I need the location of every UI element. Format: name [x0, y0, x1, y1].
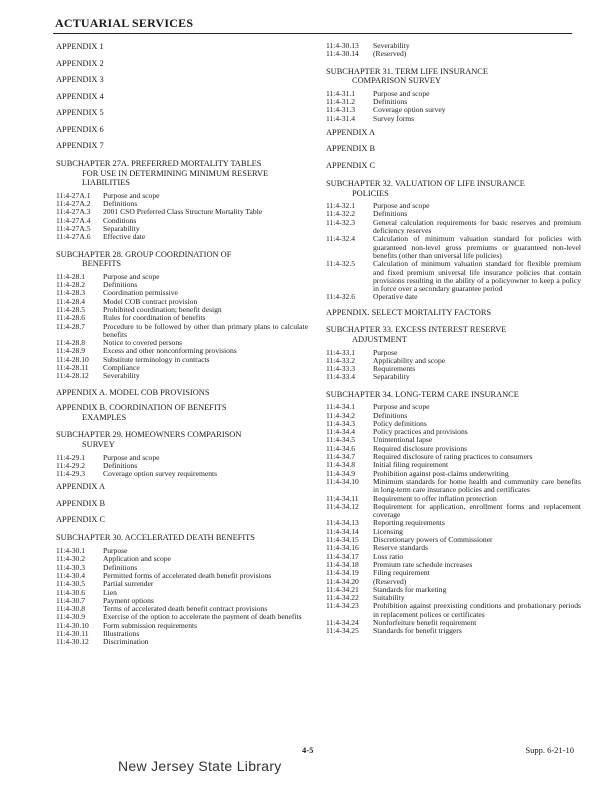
section-title: Policy practices and provisions: [373, 427, 468, 437]
section-number: 11:4-27A.6: [56, 232, 91, 242]
appendix-heading: APPENDIX 4: [56, 91, 104, 101]
subchapter-title-line: SUBCHAPTER 32. VALUATION OF LIFE INSURANCE: [326, 178, 525, 188]
section-number: 11:4-30.1: [56, 546, 86, 556]
section-number: 11:4-28.4: [56, 296, 86, 306]
section-number: 11:4-30.13: [326, 41, 359, 50]
section-number: 11:4-34.10: [326, 476, 359, 486]
section-entry: [326, 293, 581, 301]
section-list: [56, 547, 308, 647]
section-title: Standards for marketing: [373, 584, 447, 594]
section-title: Coverage option survey requirements: [103, 469, 218, 479]
section-number: 11:4-30.5: [56, 579, 86, 589]
section-number: 11:4-31.3: [326, 105, 356, 115]
section-entry: [56, 580, 308, 588]
section-entry: [326, 349, 581, 357]
section-entry: [56, 192, 308, 200]
section-entry: [326, 569, 581, 577]
section-number: 11:4-30.11: [56, 629, 89, 639]
section-number: 11:4-32.5: [326, 259, 356, 269]
section-title: Required disclosure provisions: [373, 443, 468, 453]
section-title: Model COB contract provision: [103, 296, 198, 306]
section-entry: [326, 115, 581, 123]
section-entry: [56, 454, 308, 462]
section-title: Minimum standards for home health and community care benefits in long-term care insurance policies and certificates: [373, 476, 581, 495]
section-number: 11:4-30.8: [56, 604, 86, 614]
section-entry: [56, 364, 308, 372]
subchapter-title-line: SUBCHAPTER 28. GROUP COORDINATION OF: [56, 249, 232, 259]
section-entry: [326, 357, 581, 365]
appendix-heading: APPENDIX 2: [56, 58, 104, 68]
section-number: 11:4-34.20: [326, 576, 359, 586]
appendix-heading: APPENDIX B: [326, 144, 376, 154]
subchapter-title-line: SUBCHAPTER 33. EXCESS INTEREST RESERVE: [326, 325, 507, 335]
section-title: Applicability and scope: [373, 355, 446, 365]
section-number: 11:4-32.1: [326, 201, 356, 211]
section-title: Conditions: [103, 215, 137, 225]
section-title: Definitions: [373, 97, 408, 107]
section-number: 11:4-28.3: [56, 288, 86, 298]
section-entry: [326, 544, 581, 552]
section-title: Payment options: [103, 595, 154, 605]
section-number: 11:4-34.25: [326, 626, 359, 636]
section-title: Survey forms: [373, 113, 415, 123]
section-number: 11:4-34.1: [326, 402, 356, 412]
subchapter-title-line: COMPARISON SURVEY: [352, 76, 442, 86]
section-entry: [56, 233, 308, 241]
section-title: Permitted forms of accelerated death benefit provisions: [103, 570, 272, 580]
appendix-title-line: EXAMPLES: [82, 412, 127, 422]
section-entry: [56, 589, 308, 597]
section-number: 11:4-31.4: [326, 113, 356, 123]
section-title: Calculation of minimum valuation standard for flexible premium and fixed premium universal life insurance policies that contain provisions resulting in the ability of a policyowner to keep a policy in force over a secondary guarantee period: [373, 259, 581, 294]
section-number: 11:4-34.7: [326, 452, 356, 462]
section-entry: [326, 478, 581, 495]
section-title: Terms of accelerated death benefit contract provisions: [103, 604, 268, 614]
supplement-date: Supp. 6-21-10: [525, 745, 574, 755]
section-number: 11:4-34.18: [326, 559, 359, 569]
section-title: Prohibition against post-claims underwriting: [373, 468, 509, 478]
subchapter-32-heading: [326, 179, 581, 198]
appendix-heading: APPENDIX 6: [56, 124, 104, 134]
section-number: 11:4-28.12: [56, 371, 89, 381]
section-entry: [326, 578, 581, 586]
section-title: Exercise of the option to accelerate the payment of death benefits: [103, 612, 302, 622]
section-number: 11:4-28.8: [56, 338, 86, 348]
section-entry: [56, 323, 308, 340]
section-number: 11:4-34.9: [326, 468, 356, 478]
section-title: Lien: [103, 587, 117, 597]
section-number: 11:4-30.14: [326, 49, 359, 59]
section-number: 11:4-28.5: [56, 304, 86, 314]
appendix-heading: APPENDIX 1: [56, 42, 104, 51]
library-stamp: New Jersey State Library: [118, 758, 282, 774]
section-number: 11:4-33.1: [326, 347, 356, 357]
appendix-heading: APPENDIX 5: [56, 108, 104, 117]
section-title: Operative date: [373, 292, 418, 302]
header-rule: [53, 33, 572, 34]
section-title: Required disclosure of rating practices to consumers: [373, 452, 533, 462]
section-title: Rules for coordination of benefits: [103, 313, 206, 323]
section-title: Loss ratio: [373, 551, 404, 561]
section-entry: [326, 453, 581, 461]
section-number: 11:4-33.2: [326, 355, 356, 365]
section-number: 11:4-34.22: [326, 593, 359, 603]
appendix-heading: APPENDIX A: [56, 482, 106, 492]
section-number: 11:4-28.11: [56, 363, 89, 373]
section-title: Purpose and scope: [373, 88, 430, 98]
section-title: Definitions: [103, 562, 138, 572]
section-title: Prohibited coordination; benefit design: [103, 304, 222, 314]
section-entry: [326, 90, 581, 98]
section-title: Reserve standards: [373, 543, 429, 553]
section-number: 11:4-27A.2: [56, 199, 91, 209]
subchapter-34-heading: SUBCHAPTER 34. LONG-TERM CARE INSURANCE: [326, 389, 519, 399]
section-title: Definitions: [373, 410, 408, 420]
section-title: Purpose and scope: [103, 452, 160, 462]
section-title: Definitions: [103, 199, 138, 209]
section-title: Purpose and scope: [373, 201, 430, 211]
section-title: Procedure to be followed by other than primary plans to calculate benefits: [103, 321, 308, 339]
section-list: [326, 403, 581, 635]
appendix-heading: APPENDIX 3: [56, 75, 104, 84]
section-entry: [326, 412, 581, 420]
section-title: Form submission requirements: [103, 620, 198, 630]
section-number: 11:4-34.11: [326, 493, 359, 503]
section-title: Definitions: [373, 209, 408, 219]
section-title: Excess and other nonconforming provisions: [103, 346, 237, 356]
section-entry: [56, 356, 308, 364]
section-title: Requirement to offer inflation protection: [373, 493, 497, 503]
subchapter-title-line: SUBCHAPTER 29. HOMEOWNERS COMPARISON: [56, 430, 242, 440]
subchapter-30-heading: SUBCHAPTER 30. ACCELERATED DEATH BENEFITS: [56, 533, 255, 543]
section-title: Severability: [103, 371, 140, 381]
section-entry: [56, 622, 308, 630]
appendix-heading: APPENDIX. SELECT MORTALITY FACTORS: [326, 307, 492, 317]
section-title: Discrimination: [103, 637, 149, 647]
section-entry: [326, 519, 581, 527]
section-title: Unintentional lapse: [373, 435, 433, 445]
appendix-heading: APPENDIX A. MODEL COB PROVISIONS: [56, 387, 210, 397]
section-list: [56, 273, 308, 381]
section-entry: [56, 217, 308, 225]
section-entry: [56, 547, 308, 555]
section-title: Definitions: [103, 460, 138, 470]
section-entry: [326, 42, 581, 50]
section-entry: [326, 561, 581, 569]
appendix-heading: [56, 403, 308, 422]
subchapter-28-heading: [56, 250, 308, 269]
section-entry: [56, 470, 308, 478]
section-title: Suitability: [373, 593, 405, 603]
section-entry: [56, 208, 308, 216]
section-title: Purpose: [103, 546, 128, 556]
subchapter-title-line: LIABILITIES: [82, 178, 130, 188]
section-title: Separability: [373, 372, 410, 382]
subchapter-title-line: FOR USE IN DETERMINING MINIMUM RESERVE: [82, 168, 269, 178]
section-number: 11:4-34.19: [326, 568, 359, 578]
section-number: 11:4-28.7: [56, 321, 86, 331]
section-entry: [326, 428, 581, 436]
section-title: Illustrations: [103, 629, 140, 639]
section-number: 11:4-31.2: [326, 97, 356, 107]
section-title: Compliance: [103, 363, 140, 373]
section-number: 11:4-31.1: [326, 88, 356, 98]
subchapter-title-line: BENEFITS: [82, 259, 122, 269]
section-number: 11:4-30.2: [56, 554, 86, 564]
section-title: Substitute terminology in contracts: [103, 354, 210, 364]
section-title: Requirements: [373, 364, 416, 374]
section-number: 11:4-28.1: [56, 271, 86, 281]
section-entry: [326, 235, 581, 260]
section-number: 11:4-30.4: [56, 570, 86, 580]
page-number: 4-5: [302, 745, 314, 755]
section-entry: [56, 630, 308, 638]
subchapter-31-heading: [326, 67, 581, 86]
section-entry: [326, 403, 581, 411]
section-title: Standards for benefit triggers: [373, 626, 462, 636]
appendix-heading: APPENDIX 7: [56, 141, 104, 150]
section-list: [326, 349, 581, 382]
section-number: 11:4-27A.1: [56, 190, 91, 200]
section-number: 11:4-29.1: [56, 452, 86, 462]
section-list: [326, 202, 581, 302]
section-entry: [326, 503, 581, 520]
appendix-heading: APPENDIX C: [326, 160, 376, 170]
section-title: Purpose: [373, 347, 398, 357]
section-number: 11:4-28.10: [56, 354, 89, 364]
section-number: 11:4-32.2: [326, 209, 356, 219]
section-number: 11:4-34.14: [326, 526, 359, 536]
section-title: Coverage option survey: [373, 105, 446, 115]
section-title: General calculation requirements for basic reserves and premium deficiency reserves: [373, 217, 581, 236]
section-entry: [326, 536, 581, 544]
section-number: 11:4-29.2: [56, 460, 86, 470]
subchapter-33-heading: [326, 325, 581, 344]
section-title: Purpose and scope: [373, 402, 430, 412]
section-title: Premium rate schedule increases: [373, 559, 473, 569]
section-entry: [326, 586, 581, 594]
section-title: Purpose and scope: [103, 190, 160, 200]
left-column: [56, 42, 308, 647]
section-number: 11:4-34.12: [326, 501, 359, 511]
section-number: 11:4-28.9: [56, 346, 86, 356]
subchapter-title-line: ADJUSTMENT: [352, 334, 407, 344]
section-number: 11:4-32.6: [326, 292, 356, 302]
section-number: 11:4-30.10: [56, 620, 89, 630]
section-entry: [326, 365, 581, 373]
section-number: 11:4-27A.3: [56, 207, 91, 217]
section-number: 11:4-34.5: [326, 435, 356, 445]
section-number: 11:4-34.15: [326, 535, 359, 545]
section-number: 11:4-33.3: [326, 364, 356, 374]
section-number: 11:4-34.23: [326, 601, 359, 611]
section-number: 11:4-34.6: [326, 443, 356, 453]
section-number: 11:4-29.3: [56, 469, 86, 479]
section-title: Filing requirement: [373, 568, 430, 578]
section-entry: [326, 106, 581, 114]
subchapter-27a-heading: [56, 159, 308, 188]
section-title: Definitions: [103, 280, 138, 290]
subchapter-title-line: SUBCHAPTER 31. TERM LIFE INSURANCE: [326, 66, 489, 76]
section-number: 11:4-27A.5: [56, 223, 91, 233]
section-title: Initial filing requirement: [373, 460, 449, 470]
section-title: 2001 CSO Preferred Class Structure Mortality Table: [103, 207, 263, 217]
section-title: Reporting requirements: [373, 518, 445, 528]
section-list: [56, 454, 308, 479]
section-number: 11:4-30.9: [56, 612, 86, 622]
appendix-title-line: APPENDIX B. COORDINATION OF BENEFITS: [56, 403, 227, 413]
section-title: (Reserved): [373, 49, 407, 59]
section-entry: [326, 202, 581, 210]
section-number: 11:4-30.12: [56, 637, 89, 647]
section-number: 11:4-30.3: [56, 562, 86, 572]
section-title: Nonforfeiture benefit requirement: [373, 618, 477, 627]
section-list: [326, 90, 581, 123]
section-entry: [326, 260, 581, 293]
running-head-title: ACTUARIAL SERVICES: [55, 16, 194, 30]
section-entry: [56, 225, 308, 233]
section-entry: [326, 50, 581, 58]
section-number: 11:4-34.2: [326, 410, 356, 420]
section-title: Application and scope: [103, 554, 171, 564]
section-title: Requirement for application, enrollment forms and replacement coverage: [373, 501, 581, 520]
section-title: (Reserved): [373, 576, 407, 586]
section-list: [56, 192, 308, 242]
section-entry: [56, 572, 308, 580]
section-title: Purpose and scope: [103, 271, 160, 281]
section-title: Partial surrender: [103, 579, 154, 589]
section-title: Effective date: [103, 232, 146, 242]
appendix-heading: APPENDIX B: [56, 498, 106, 508]
section-title: Licensing: [373, 526, 403, 536]
section-number: 11:4-32.3: [326, 217, 356, 227]
right-column: [326, 42, 581, 636]
section-entry: [56, 273, 308, 281]
section-entry: [326, 219, 581, 236]
section-title: Severability: [373, 41, 410, 50]
section-number: 11:4-34.8: [326, 460, 356, 470]
section-number: 11:4-33.4: [326, 372, 356, 382]
subchapter-title-line: SURVEY: [82, 439, 115, 449]
section-title: Coordination permissive: [103, 288, 178, 298]
section-entry: [326, 602, 581, 619]
section-title: Separability: [103, 223, 140, 233]
section-entry: [326, 373, 581, 381]
section-number: 11:4-30.6: [56, 587, 86, 597]
section-number: 11:4-30.7: [56, 595, 86, 605]
section-number: 11:4-32.4: [326, 234, 356, 244]
section-number: 11:4-28.2: [56, 280, 86, 290]
section-number: 11:4-28.6: [56, 313, 86, 323]
section-number: 11:4-34.3: [326, 418, 356, 428]
subchapter-29-heading: [56, 430, 308, 449]
subchapter-title-line: SUBCHAPTER 27A. PREFERRED MORTALITY TABLES: [56, 159, 262, 168]
section-number: 11:4-34.4: [326, 427, 356, 437]
section-entry: [56, 281, 308, 289]
section-number: 11:4-34.13: [326, 518, 359, 528]
section-title: Prohibition against preexisting conditions and probationary periods in replacement polices or certificates: [373, 601, 581, 619]
section-number: 11:4-34.17: [326, 551, 359, 561]
section-title: Discretionary powers of Commissioner: [373, 535, 493, 545]
section-title: Notice to covered persons: [103, 338, 183, 348]
section-entry: [326, 98, 581, 106]
section-title: Policy definitions: [373, 418, 427, 428]
section-number: 11:4-27A.4: [56, 215, 91, 225]
appendix-heading: APPENDIX A: [326, 127, 376, 137]
section-number: 11:4-34.16: [326, 543, 359, 553]
appendix-heading: APPENDIX C: [56, 515, 106, 525]
subchapter-title-line: POLICIES: [352, 188, 389, 198]
section-entry: [326, 627, 581, 635]
section-number: 11:4-34.21: [326, 584, 359, 594]
section-entry: [56, 372, 308, 380]
section-list: [326, 42, 581, 59]
section-number: 11:4-34.24: [326, 618, 359, 627]
section-entry: [56, 555, 308, 563]
section-title: Calculation of minimum valuation standard for policies with guaranteed non-level gross premiums or guaranteed non-level benefits (other than universal life policies): [373, 234, 581, 260]
section-entry: [56, 638, 308, 646]
